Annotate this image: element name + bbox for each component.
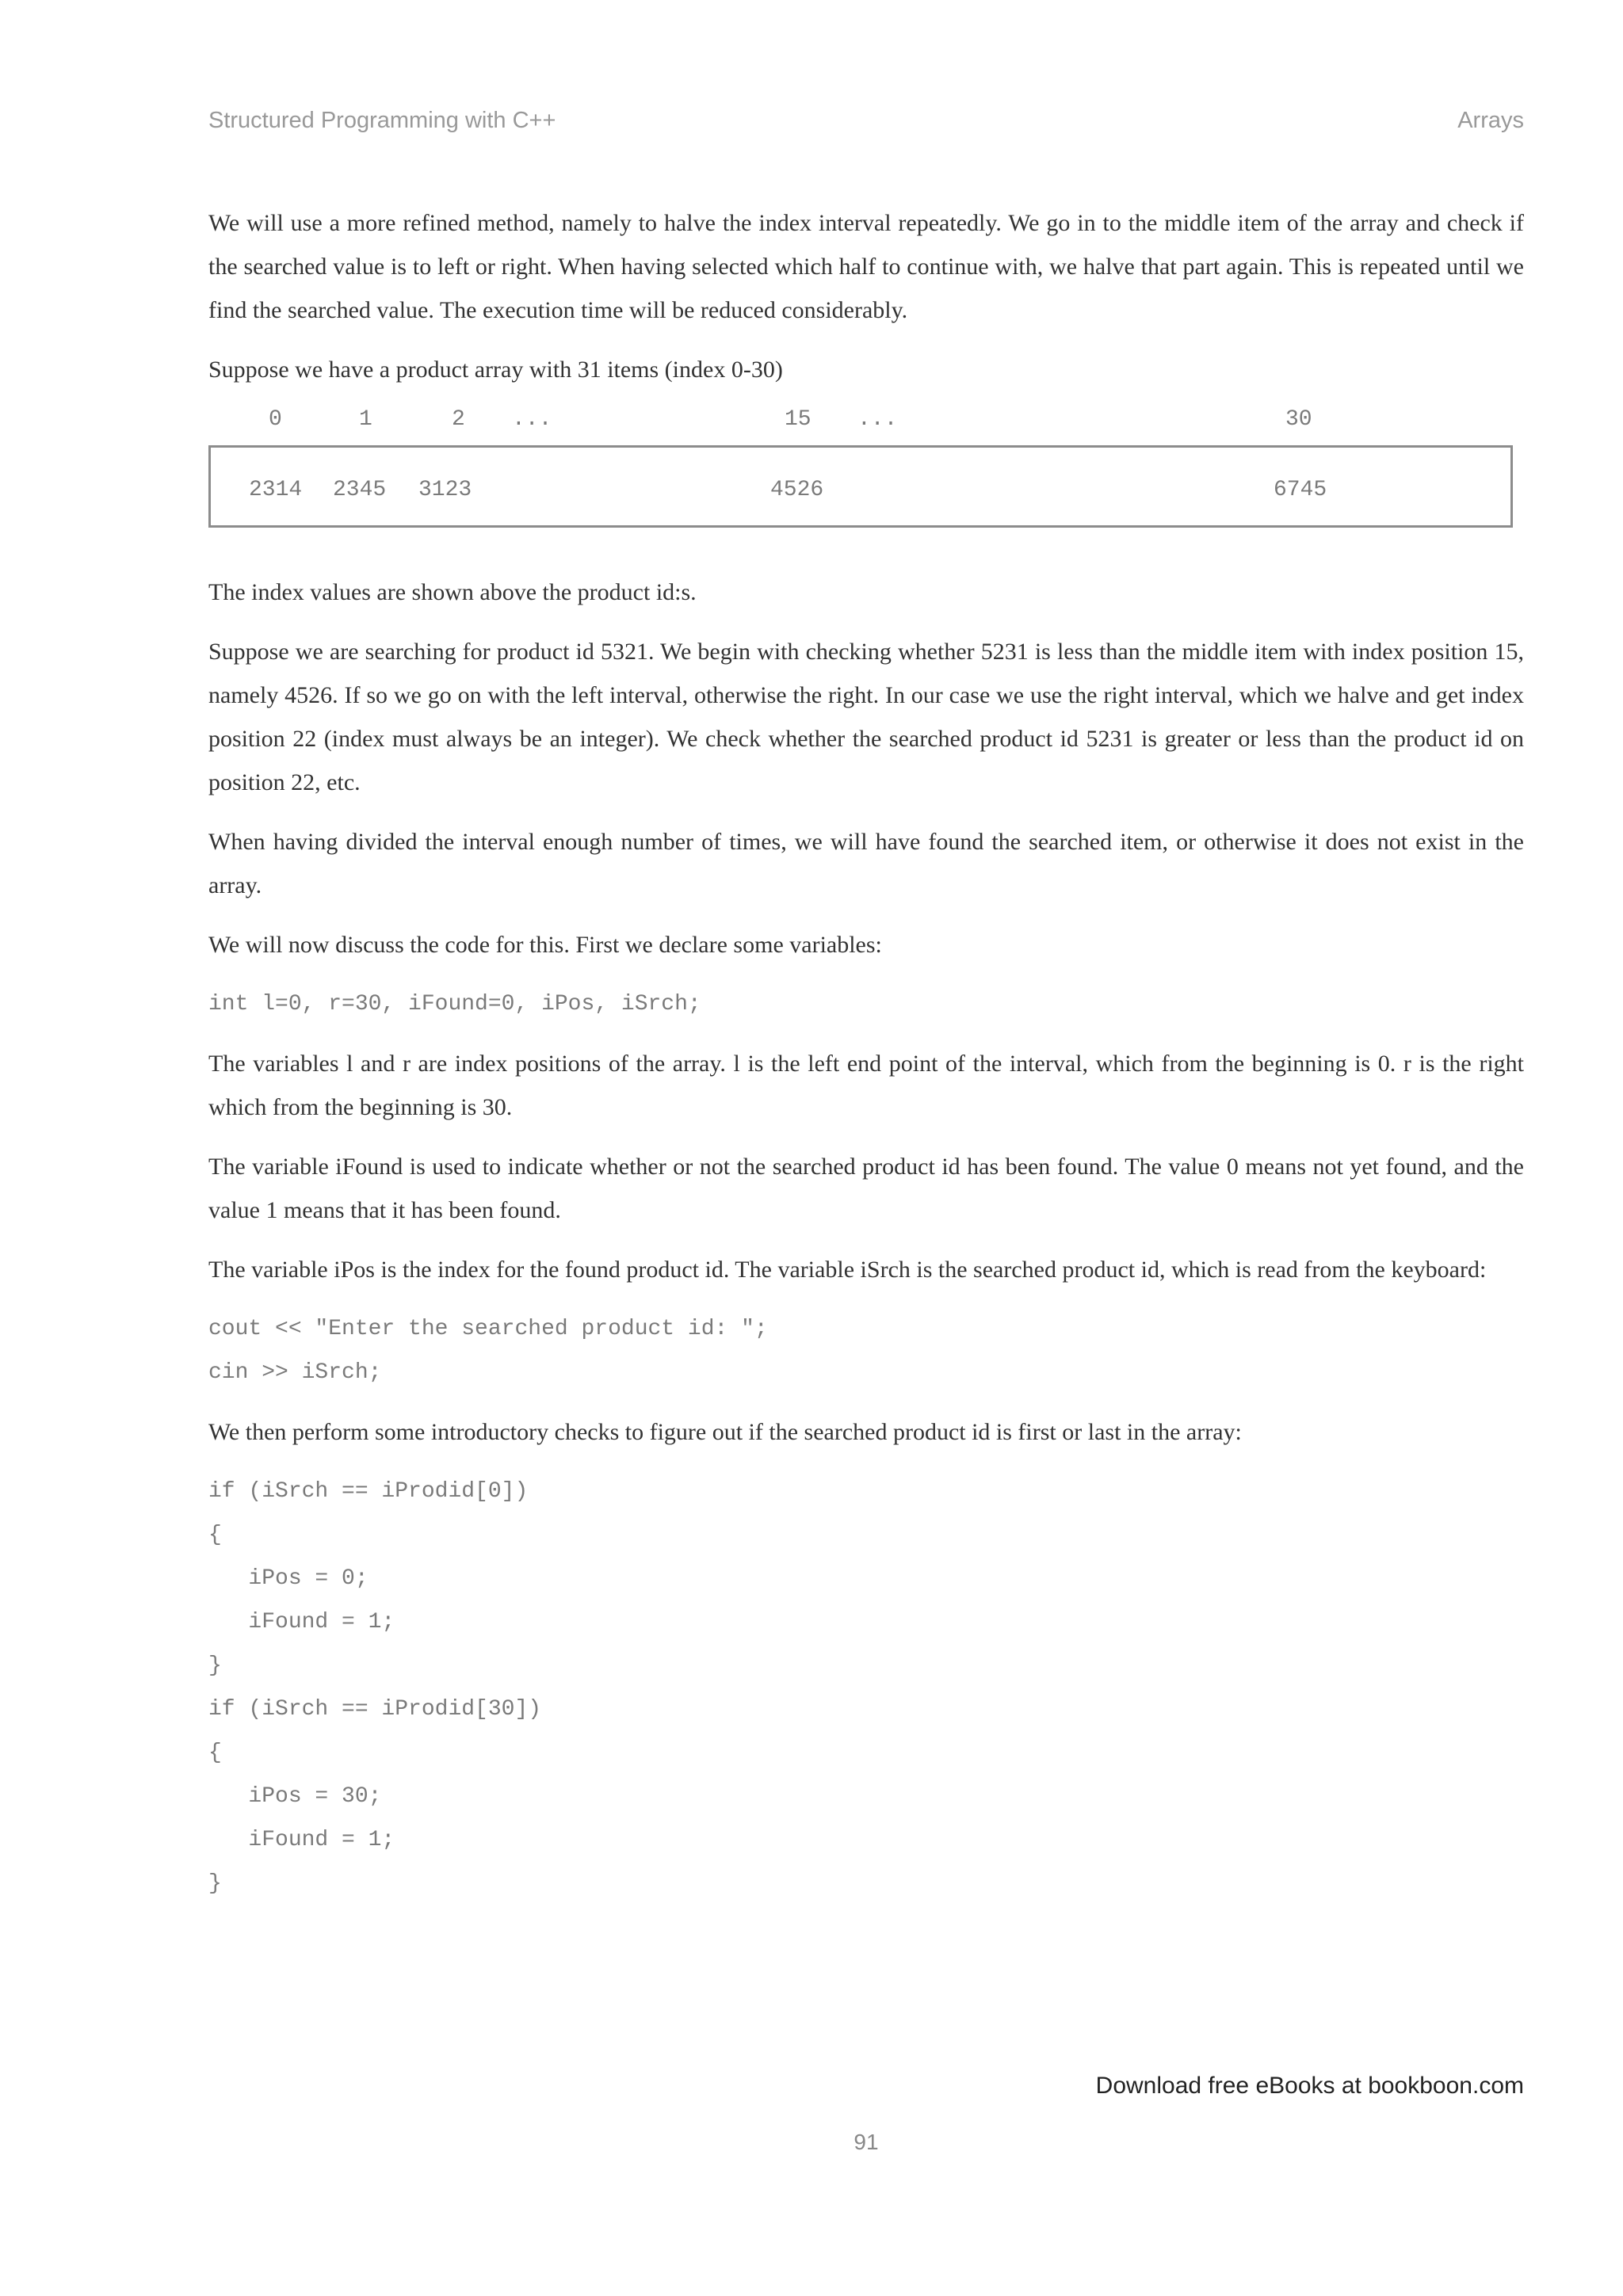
code-line: } xyxy=(208,1653,222,1678)
paragraph-introductory-checks: We then perform some introductory checks to figure out if the searched product id is first or last in the array: xyxy=(208,1419,1242,1445)
code-line: if (iSrch == iProdid[0]) xyxy=(208,1479,529,1504)
index-label: 0 xyxy=(269,407,282,432)
array-value: 6745 xyxy=(1274,478,1327,502)
paragraph-array-intro: Suppose we have a product array with 31 items (index 0-30) xyxy=(208,357,783,383)
code-line: cin >> iSrch; xyxy=(208,1360,382,1385)
chapter-title: Arrays xyxy=(1457,108,1524,133)
paragraph-variables-l-r: The variables l and r are index positions of the array. l is the left end point of the interval, which from the beginning is 0. r is the right which from the beginning is 30. xyxy=(208,1051,1524,1120)
product-array-box xyxy=(208,445,1513,528)
bookboon-download-link[interactable]: Download free eBooks at bookboon.com xyxy=(1095,2073,1524,2099)
paragraph-refined-method: We will use a more refined method, namely to halve the index interval repeatedly. We go in to the middle item of the array and check if the searched value is to left or right. When having selected which half to continue with, we halve that part again. This is repeated until we find the searched value. The execution time will be reduced considerably. xyxy=(208,210,1524,323)
array-value: 2314 xyxy=(249,478,303,502)
code-line: iFound = 1; xyxy=(208,1828,395,1852)
book-title: Structured Programming with C++ xyxy=(208,108,556,133)
paragraph-variable-ifound: The variable iFound is used to indicate whether or not the searched product id has been found. The value 0 means not yet found, and the value 1 means that it has been found. xyxy=(208,1154,1524,1223)
index-label: ... xyxy=(512,407,552,432)
index-label: ... xyxy=(857,407,898,432)
code-declare xyxy=(208,982,1524,1026)
index-label: 2 xyxy=(452,407,465,432)
array-value: 3123 xyxy=(418,478,472,502)
code-input xyxy=(208,1307,1524,1394)
index-label: 30 xyxy=(1285,407,1312,432)
code-checks xyxy=(208,1470,1524,1905)
code-line: iPos = 0; xyxy=(208,1566,369,1591)
array-indices xyxy=(208,398,1524,445)
paragraph-declare-intro: We will now discuss the code for this. First we declare some variables: xyxy=(208,932,882,958)
code-line: cout << "Enter the searched product id: "; xyxy=(208,1317,768,1341)
code-line: if (iSrch == iProdid[30]) xyxy=(208,1697,542,1722)
code-line: iFound = 1; xyxy=(208,1610,395,1634)
code-line: { xyxy=(208,1741,222,1765)
paragraph-variable-ipos: The variable iPos is the index for the found product id. The variable iSrch is the searched product id, which is read from the keyboard: xyxy=(208,1257,1487,1283)
content xyxy=(208,201,1524,1921)
code-line: } xyxy=(208,1871,222,1896)
code-line: iPos = 30; xyxy=(208,1784,382,1809)
page-number: 91 xyxy=(854,2130,879,2154)
paragraph-search-example: Suppose we are searching for product id 5321. We begin with checking whether 5231 is less than the middle item with index position 15, namely 4526. If so we go on with the left interval, otherwise the right. In our case we use the right interval, which we halve and get index position 22 (index must always be an integer). We check whether the searched product id 5231 is greater or less than the product id on position 22, etc. xyxy=(208,639,1524,795)
index-label: 15 xyxy=(785,407,812,432)
paragraph-index-note: The index values are shown above the product id:s. xyxy=(208,579,697,605)
paragraph-divide-interval: When having divided the interval enough number of times, we will have found the searched item, or otherwise it does not exist in the array. xyxy=(208,829,1524,898)
array-value: 4526 xyxy=(770,478,824,502)
code-line: int l=0, r=30, iFound=0, iPos, iSrch; xyxy=(208,992,701,1016)
index-label: 1 xyxy=(359,407,372,432)
code-line: { xyxy=(208,1523,222,1547)
array-value: 2345 xyxy=(333,478,387,502)
